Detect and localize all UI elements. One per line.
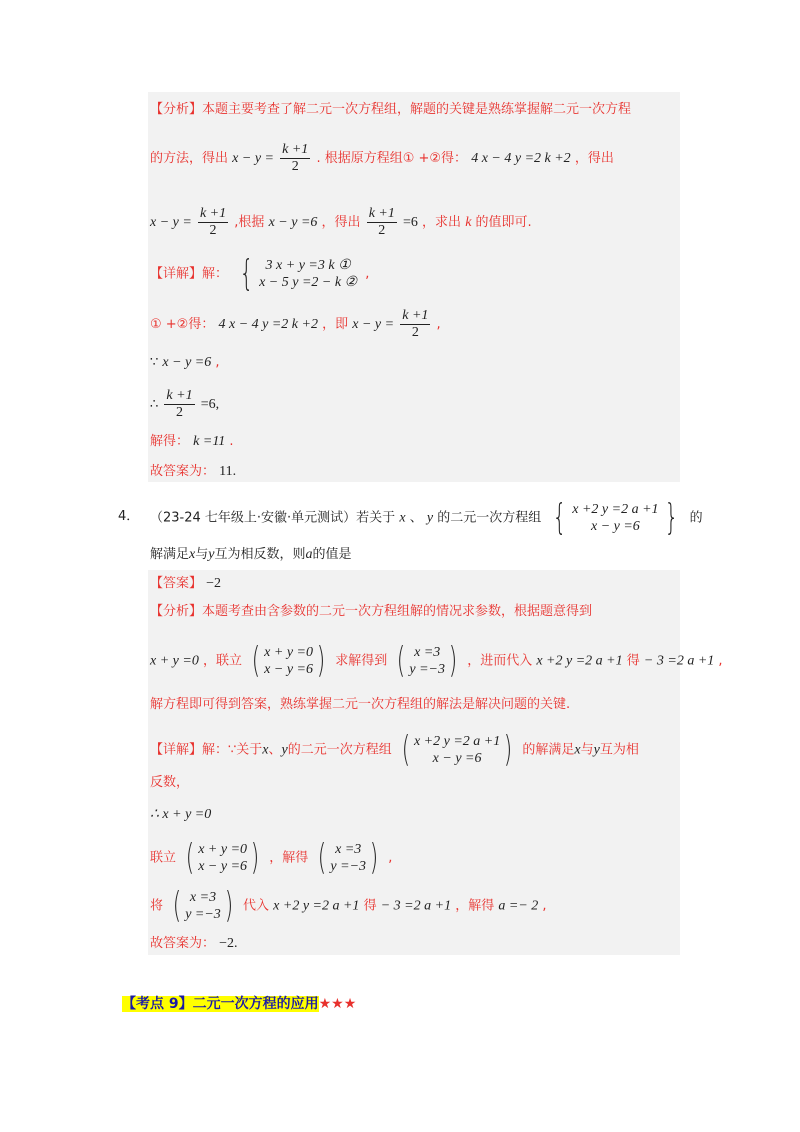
section-title: 【考点 9】二元一次方程的应用 xyxy=(122,996,319,1012)
detail-line-4: ∴ $\frac{k +1}{2}$ =6, xyxy=(150,388,220,420)
answer-tag-line: 【答案】 −2 xyxy=(150,576,222,591)
analysis-4-line-3: 解方程即可得到答案，熟练掌握二元一次方程组的解法是解决问题的关键. xyxy=(150,697,571,712)
star-rating: ★★★ xyxy=(318,996,357,1012)
fraction-k-plus-1-over-2: $\frac{k +1}{2}$ xyxy=(199,206,227,238)
question-4-line-1: （23-24 七年级上·安徽·单元测试）若关于 x 、 y 的二元一次方程组 { x +2 y =2 a +1 x − y =6 } 的 xyxy=(150,497,703,538)
detail-line-3: ∵ x − y =6 , xyxy=(150,355,220,370)
equation-system: { x +2 y =2 a +1 x − y =6 } xyxy=(552,497,678,538)
equation-system: { 3 x + y =3 k ① x − 5 y =2 − k ② xyxy=(239,253,358,294)
answer-line-4: 故答案为： −2. xyxy=(150,936,238,951)
analysis-4-line-1: 【分析】本题考查由含参数的二元一次方程组解的情况求参数，根据题意得到 xyxy=(150,604,593,619)
solution-system: ( x =3 y =−3 ) xyxy=(318,837,379,878)
analysis-4-line-2: x + y =0 ，联立 ( x + y =0 x − y =6 ) 求解得到 ( x =3 y =−3 ) ，进而代入 x +2 y =2 a +1 得 − 3 =2 a +1 , xyxy=(150,640,723,681)
detail-line-2: ① +②得： 4 x − 4 y =2 k +2 ，即 x − y = $\frac{k +1}{2}$ , xyxy=(150,308,441,340)
fraction-k-plus-1-over-2: $\frac{k +1}{2}$ xyxy=(166,388,193,420)
fraction-k-plus-1-over-2: $\frac{k +1}{2}$ xyxy=(368,206,395,238)
analysis-line-2: 的方法，得出 x − y = $\frac{k +1}{2}$ . 根据原方程组① +②得： 4 x − 4 y =2 k +2 ，得出 xyxy=(150,142,614,174)
solution-system: ( x =3 y =−3 ) xyxy=(397,640,458,681)
equation-system: ( x + y =0 x − y =6 ) xyxy=(185,837,260,878)
question-4-line-2: 解满足x与y互为相反数，则a的值是 xyxy=(150,547,352,562)
detail-4-line-3: ∴ x + y =0 xyxy=(150,807,212,822)
analysis-line-3: x − y = $\frac{k +1}{2}$ ,根据 x − y =6 ，得出 $\frac{k +1}{2}$ =6 ，求出 k 的值即可. xyxy=(150,206,532,238)
equation-system: ( x +2 y =2 a +1 x − y =6 ) xyxy=(401,729,513,770)
equation-system: ( x + y =0 x − y =6 ) xyxy=(251,640,326,681)
fraction-k-plus-1-over-2: $\frac{k +1}{2}$ xyxy=(282,142,309,174)
detail-4-line-1: 【详解】解：∵关于x、y的二元一次方程组 ( x +2 y =2 a +1 x − y =6 ) 的解满足x与y互为相 xyxy=(150,729,639,770)
analysis-line-1 xyxy=(150,103,631,116)
question-number: 4． xyxy=(118,509,140,524)
analysis-text: 【分析】本题主要考查了解二元一次方程组，解题的关键是熟练掌握解二元一次方程 xyxy=(150,102,632,117)
fraction-k-plus-1-over-2: $\frac{k +1}{2}$ xyxy=(402,308,429,340)
solution-system: ( x =3 y =−3 ) xyxy=(172,885,234,926)
detail-4-line-5: 将 ( x =3 y =−3 ) 代入 x +2 y =2 a +1 得 − 3 =2 a +1 ，解得 a =− 2 , xyxy=(150,885,547,926)
answer-line-3: 故答案为： 11. xyxy=(150,464,237,479)
section-heading xyxy=(122,993,356,1013)
detail-4-line-2: 反数， xyxy=(150,775,190,790)
detail-line-1: 【详解】解： { 3 x + y =3 k ① x − 5 y =2 − k ② , xyxy=(150,253,370,294)
detail-4-line-4: 联立 ( x + y =0 x − y =6 ) ，解得 ( x =3 y =−3 ) , xyxy=(150,837,393,878)
detail-line-5: 解得： k =11 . xyxy=(150,434,234,449)
